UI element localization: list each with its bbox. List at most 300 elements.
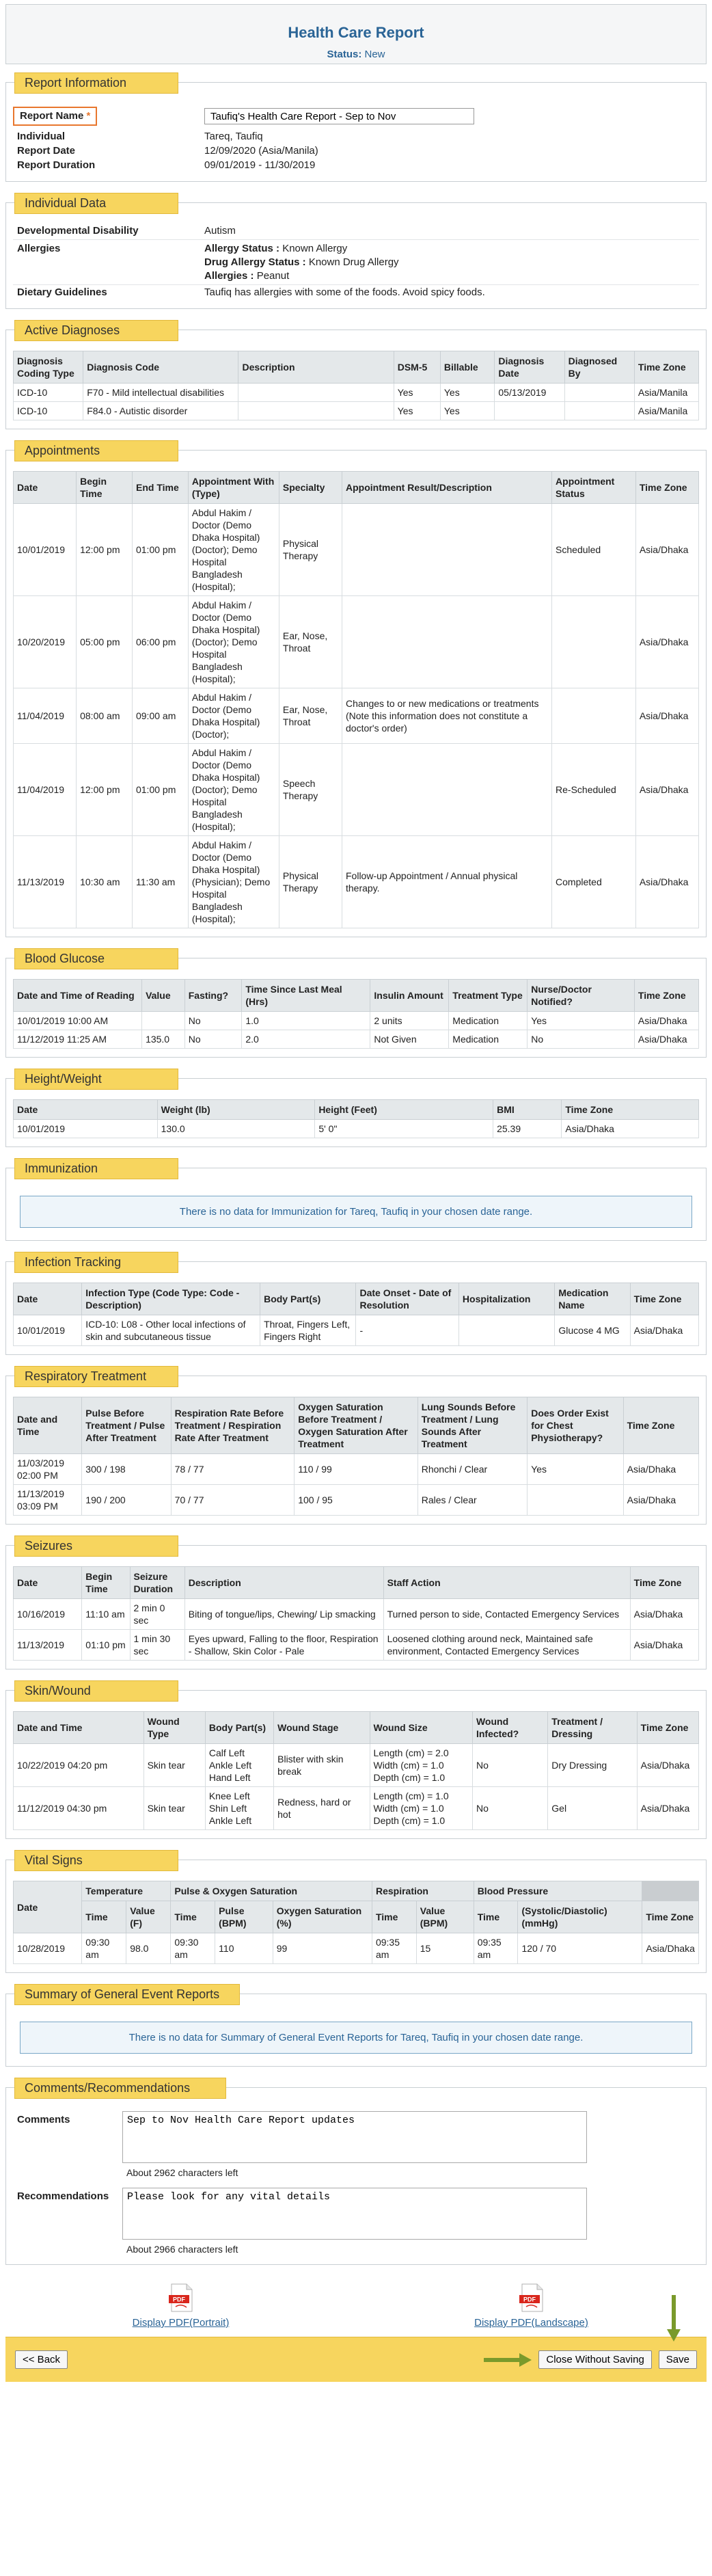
column-header: Wound Type [143, 1712, 205, 1744]
table-cell: 10/01/2019 [14, 1315, 82, 1346]
table-cell: 10/01/2019 10:00 AM [14, 1012, 142, 1030]
report-name-input[interactable] [204, 108, 474, 124]
comments-chars-left: About 2962 characters left [126, 2167, 238, 2178]
column-header: Does Order Exist for Chest Physiotherapy? [528, 1397, 623, 1454]
close-without-saving-button[interactable]: Close Without Saving [538, 2350, 651, 2369]
table-row [14, 596, 699, 688]
pdf-landscape-link[interactable] [429, 2283, 634, 2329]
column-header: Date [14, 1100, 158, 1120]
table-cell: 10/16/2019 [14, 1599, 82, 1630]
column-header: Seizure Duration [130, 1567, 184, 1599]
table-cell: Turned person to side, Contacted Emergency Services [383, 1599, 630, 1630]
table-cell: Medication [449, 1012, 528, 1030]
table-cell: 1 min 30 sec [130, 1630, 184, 1661]
table-cell: 110 [215, 1933, 273, 1964]
table-cell: ICD-10 [14, 402, 83, 420]
table-cell: Not Given [370, 1030, 449, 1049]
section-legend: Infection Tracking [14, 1252, 178, 1273]
table-cell [342, 596, 552, 688]
table-cell: 300 / 198 [82, 1454, 171, 1485]
column-header: Wound Size [370, 1712, 472, 1744]
table-row [14, 1454, 699, 1485]
column-header: Time Zone [630, 1283, 698, 1315]
table-cell [342, 504, 552, 596]
svg-text:PDF: PDF [523, 2296, 536, 2303]
column-header: Oxygen Saturation Before Treatment / Oxygen Saturation After Treatment [295, 1397, 418, 1454]
table-cell: Ear, Nose, Throat [279, 688, 342, 744]
table-cell: 130.0 [157, 1120, 315, 1138]
column-header: Begin Time [77, 472, 133, 504]
column-header: Wound Stage [274, 1712, 370, 1744]
section-legend: Respiratory Treatment [14, 1366, 178, 1387]
column-header: Body Part(s) [260, 1283, 356, 1315]
table-cell: Skin tear [143, 1744, 205, 1787]
general-events-section [5, 1987, 707, 2067]
table-row [14, 1030, 699, 1049]
table-cell: Asia/Dhaka [635, 836, 698, 928]
table-cell: Asia/Dhaka [630, 1315, 698, 1346]
table-cell: Asia/Manila [634, 402, 698, 420]
table-cell: Gel [548, 1787, 637, 1830]
table-cell: 78 / 77 [171, 1454, 295, 1485]
pdf-icon [518, 2283, 545, 2313]
column-header: Wound Infected? [472, 1712, 547, 1744]
table-cell: 09:35 am [372, 1933, 416, 1964]
comments-label: Comments [17, 2114, 70, 2125]
skin-wound-section [5, 1684, 707, 1839]
report-date-value: 12/09/2020 (Asia/Manila) [204, 145, 318, 157]
table-cell: Abdul Hakim / Doctor (Demo Dhaka Hospital) (Doctor); Demo Hospital Bangladesh (Hospital); [188, 504, 279, 596]
table-cell: Follow-up Appointment / Annual physical therapy. [342, 836, 552, 928]
respiratory-section [5, 1369, 707, 1525]
table-cell: 05/13/2019 [495, 384, 564, 402]
individual-label: Individual [17, 131, 66, 142]
table-cell [495, 402, 564, 420]
table-cell: 09:00 am [132, 688, 188, 744]
table-cell: Asia/Dhaka [635, 688, 698, 744]
table-cell: F84.0 - Autistic disorder [83, 402, 238, 420]
table-row [14, 1315, 699, 1346]
table-cell: 2 units [370, 1012, 449, 1030]
page-title: Health Care Report [288, 24, 424, 41]
table-cell: Re-Scheduled [552, 744, 636, 836]
allergies-label: Allergies [17, 243, 61, 254]
column-header: Treatment Type [449, 980, 528, 1012]
section-legend: Comments/Recommendations [14, 2078, 226, 2099]
table-cell: 01:10 pm [82, 1630, 130, 1661]
table-cell: 11/12/2019 11:25 AM [14, 1030, 142, 1049]
report-duration-value: 09/01/2019 - 11/30/2019 [204, 159, 316, 171]
back-button[interactable]: << Back [15, 2350, 68, 2369]
table-cell: Length (cm) = 1.0 Width (cm) = 1.0 Depth (cm) = 1.0 [370, 1787, 472, 1830]
table-cell: Skin tear [143, 1787, 205, 1830]
column-header: Weight (lb) [157, 1100, 315, 1120]
vitals-sub-header: Time [82, 1901, 126, 1933]
column-header: Respiration Rate Before Treatment / Respiration Rate After Treatment [171, 1397, 295, 1454]
table-cell: No [184, 1030, 242, 1049]
table-cell: No [472, 1744, 547, 1787]
pdf-portrait-label[interactable]: Display PDF(Portrait) [132, 2317, 230, 2329]
vitals-sub-header: Time Zone [642, 1901, 699, 1933]
column-header: Date Onset - Date of Resolution [356, 1283, 458, 1315]
table-cell: 11/04/2019 [14, 744, 77, 836]
table-row [14, 402, 699, 420]
table-cell: Yes [394, 402, 440, 420]
section-legend: Appointments [14, 440, 178, 461]
table-cell: Abdul Hakim / Doctor (Demo Dhaka Hospital) (Doctor); Demo Hospital Bangladesh (Hospital); [188, 744, 279, 836]
vitals-sub-header: Pulse (BPM) [215, 1901, 273, 1933]
table-row [14, 1012, 699, 1030]
table-cell: Yes [440, 384, 495, 402]
allergies-value: Allergy Status : Known Allergy Drug Allergy Status : Known Drug Allergy Allergies : Peanut [204, 243, 399, 282]
table-cell: Length (cm) = 2.0 Width (cm) = 1.0 Depth (cm) = 1.0 [370, 1744, 472, 1787]
table-cell: Asia/Dhaka [623, 1485, 698, 1516]
blood-glucose-section [5, 952, 707, 1058]
table-cell: 11/13/2019 [14, 836, 77, 928]
pdf-portrait-link[interactable] [79, 2283, 284, 2329]
seizures-table [13, 1566, 699, 1661]
comments-section [5, 2081, 707, 2265]
table-cell: 10/01/2019 [14, 504, 77, 596]
table-cell [342, 744, 552, 836]
report-information-section [5, 76, 707, 182]
table-cell: Asia/Dhaka [562, 1120, 699, 1138]
active-diagnoses-section [5, 323, 707, 429]
table-cell: Asia/Dhaka [635, 596, 698, 688]
table-cell: 11/03/2019 02:00 PM [14, 1454, 82, 1485]
vitals-header-respiration: Respiration [372, 1881, 474, 1901]
table-cell: Dry Dressing [548, 1744, 637, 1787]
table-cell [458, 1315, 554, 1346]
respiratory-table [13, 1397, 699, 1516]
footer-action-bar [5, 2337, 707, 2382]
diet-value: Taufiq has allergies with some of the foods. Avoid spicy foods. [204, 286, 485, 298]
arrow-right-icon [484, 2355, 532, 2365]
column-header: Infection Type (Code Type: Code - Description) [82, 1283, 260, 1315]
table-cell: Asia/Dhaka [630, 1599, 698, 1630]
vitals-header-blank [642, 1881, 699, 1901]
vitals-header-pulse-oxygen: Pulse & Oxygen Saturation [171, 1881, 372, 1901]
table-cell: 08:00 am [77, 688, 133, 744]
table-cell: 5' 0" [315, 1120, 493, 1138]
table-row [14, 504, 699, 596]
table-row [14, 1933, 699, 1964]
table-cell: 15 [416, 1933, 474, 1964]
table-cell: Asia/Dhaka [623, 1454, 698, 1485]
column-header: Treatment / Dressing [548, 1712, 637, 1744]
table-cell: Asia/Manila [634, 384, 698, 402]
pdf-links [5, 2283, 707, 2329]
skin-wound-table [13, 1711, 699, 1830]
status-value: New [364, 49, 385, 60]
table-cell: 10/28/2019 [14, 1933, 82, 1964]
column-header: Staff Action [383, 1567, 630, 1599]
svg-text:PDF: PDF [172, 2296, 185, 2303]
table-cell: Abdul Hakim / Doctor (Demo Dhaka Hospital) (Physician); Demo Hospital Bangladesh (Hospital); [188, 836, 279, 928]
column-header: Diagnosis Code [83, 351, 238, 384]
table-cell: 11/12/2019 04:30 pm [14, 1787, 144, 1830]
pdf-landscape-label[interactable]: Display PDF(Landscape) [474, 2317, 588, 2329]
table-cell: Throat, Fingers Left, Fingers Right [260, 1315, 356, 1346]
table-cell: Biting of tongue/lips, Chewing/ Lip smacking [184, 1599, 383, 1630]
vitals-sub-header: Time [372, 1901, 416, 1933]
table-cell: ICD-10 [14, 384, 83, 402]
table-cell: 1.0 [242, 1012, 370, 1030]
column-header: Medication Name [555, 1283, 630, 1315]
appointments-table [13, 471, 699, 928]
individual-value: Tareq, Taufiq [204, 131, 263, 142]
pdf-icon [167, 2283, 195, 2313]
table-cell: Yes [528, 1012, 635, 1030]
vitals-sub-header: Time [474, 1901, 518, 1933]
column-header: Pulse Before Treatment / Pulse After Treatment [82, 1397, 171, 1454]
table-cell [238, 384, 394, 402]
table-cell: Asia/Dhaka [634, 1030, 698, 1049]
table-cell: F70 - Mild intellectual disabilities [83, 384, 238, 402]
table-cell: Asia/Dhaka [637, 1744, 698, 1787]
diet-label: Dietary Guidelines [17, 286, 107, 298]
table-cell: 135.0 [142, 1030, 185, 1049]
vitals-header-date: Date [14, 1881, 82, 1933]
column-header: Insulin Amount [370, 980, 449, 1012]
table-cell: 01:00 pm [132, 744, 188, 836]
table-cell: 98.0 [126, 1933, 171, 1964]
section-legend: Skin/Wound [14, 1680, 178, 1702]
table-cell: 12:00 pm [77, 744, 133, 836]
arrow-down-icon [667, 2295, 681, 2343]
no-data-message: There is no data for Immunization for Tareq, Taufiq in your chosen date range. [20, 1196, 692, 1228]
table-cell: 2.0 [242, 1030, 370, 1049]
section-legend: Vital Signs [14, 1850, 178, 1871]
column-header: Time Since Last Meal (Hrs) [242, 980, 370, 1012]
height-weight-section [5, 1072, 707, 1147]
table-cell: 12:00 pm [77, 504, 133, 596]
table-cell: 11:30 am [132, 836, 188, 928]
no-data-message: There is no data for Summary of General Event Reports for Tareq, Taufiq in your chosen date range. [20, 2022, 692, 2054]
vitals-header-blood-pressure: Blood Pressure [474, 1881, 642, 1901]
table-cell: Yes [528, 1454, 623, 1485]
column-header: Billable [440, 351, 495, 384]
immunization-section [5, 1162, 707, 1241]
vitals-sub-header: Time [171, 1901, 215, 1933]
table-cell [564, 384, 634, 402]
diagnoses-table [13, 351, 699, 420]
table-cell: 06:00 pm [132, 596, 188, 688]
table-cell: 11:10 am [82, 1599, 130, 1630]
column-header: Specialty [279, 472, 342, 504]
table-cell: Eyes upward, Falling to the floor, Respiration - Shallow, Skin Color - Pale [184, 1630, 383, 1661]
vital-signs-table [13, 1881, 699, 1964]
table-cell: 11/13/2019 03:09 PM [14, 1485, 82, 1516]
section-legend: Height/Weight [14, 1069, 178, 1090]
table-cell: Abdul Hakim / Doctor (Demo Dhaka Hospital) (Doctor); Demo Hospital Bangladesh (Hospital); [188, 596, 279, 688]
table-cell [142, 1012, 185, 1030]
table-cell: Asia/Dhaka [634, 1012, 698, 1030]
column-header: Date [14, 1283, 82, 1315]
column-header: Time Zone [634, 980, 698, 1012]
table-cell: Asia/Dhaka [635, 504, 698, 596]
table-cell: 09:30 am [171, 1933, 215, 1964]
column-header: Date and Time [14, 1712, 144, 1744]
table-cell [564, 402, 634, 420]
column-header: Lung Sounds Before Treatment / Lung Sounds After Treatment [417, 1397, 527, 1454]
height-weight-table [13, 1099, 699, 1138]
section-legend: Report Information [14, 72, 178, 94]
table-cell: Ear, Nose, Throat [279, 596, 342, 688]
table-cell: Redness, hard or hot [274, 1787, 370, 1830]
table-row [14, 688, 699, 744]
section-legend: Active Diagnoses [14, 320, 178, 341]
report-name-label: Report Name * [13, 107, 97, 126]
column-header: Height (Feet) [315, 1100, 493, 1120]
table-cell: Yes [440, 402, 495, 420]
report-header [5, 4, 707, 64]
column-header: DSM-5 [394, 351, 440, 384]
table-cell: 11/04/2019 [14, 688, 77, 744]
vitals-sub-header: Oxygen Saturation (%) [273, 1901, 372, 1933]
table-cell [552, 596, 636, 688]
column-header: Date and Time of Reading [14, 980, 142, 1012]
table-cell: Physical Therapy [279, 836, 342, 928]
table-cell: - [356, 1315, 458, 1346]
section-legend: Summary of General Event Reports [14, 1984, 240, 2005]
column-header: Diagnosis Date [495, 351, 564, 384]
recommendations-textarea[interactable] [122, 2188, 587, 2240]
column-header: Begin Time [82, 1567, 130, 1599]
table-cell [528, 1485, 623, 1516]
table-cell: Knee Left Shin Left Ankle Left [205, 1787, 273, 1830]
vital-signs-section [5, 1853, 707, 1973]
section-legend: Blood Glucose [14, 948, 178, 969]
table-cell: Medication [449, 1030, 528, 1049]
table-cell: Physical Therapy [279, 504, 342, 596]
status-line [6, 49, 706, 60]
table-cell [238, 402, 394, 420]
table-cell [552, 688, 636, 744]
table-cell: 70 / 77 [171, 1485, 295, 1516]
column-header: Nurse/Doctor Notified? [528, 980, 635, 1012]
column-header: Date [14, 472, 77, 504]
save-button[interactable]: Save [659, 2350, 697, 2369]
section-legend: Seizures [14, 1535, 178, 1557]
table-cell: 01:00 pm [132, 504, 188, 596]
table-cell: Asia/Dhaka [637, 1787, 698, 1830]
dd-value: Autism [204, 225, 236, 237]
column-header: Date [14, 1567, 82, 1599]
seizures-section [5, 1539, 707, 1669]
column-header: Time Zone [635, 472, 698, 504]
table-cell: 10/01/2019 [14, 1120, 158, 1138]
table-cell: 190 / 200 [82, 1485, 171, 1516]
column-header: Fasting? [184, 980, 242, 1012]
table-cell: 120 / 70 [518, 1933, 642, 1964]
table-row [14, 384, 699, 402]
table-cell: Yes [394, 384, 440, 402]
table-cell: 10/20/2019 [14, 596, 77, 688]
infection-tracking-section [5, 1255, 707, 1355]
dd-label: Developmental Disability [17, 225, 139, 237]
recommendations-chars-left: About 2966 characters left [126, 2244, 238, 2255]
table-cell: 09:30 am [82, 1933, 126, 1964]
table-cell: 2 min 0 sec [130, 1599, 184, 1630]
individual-data-section [5, 196, 707, 309]
table-cell: Asia/Dhaka [642, 1933, 699, 1964]
column-header: Time Zone [623, 1397, 698, 1454]
column-header: BMI [493, 1100, 562, 1120]
report-date-label: Report Date [17, 145, 76, 157]
table-row [14, 1744, 699, 1787]
column-header: Appointment Result/Description [342, 472, 552, 504]
table-cell: No [528, 1030, 635, 1049]
table-row [14, 836, 699, 928]
table-cell: Completed [552, 836, 636, 928]
table-cell: 09:35 am [474, 1933, 518, 1964]
section-legend: Immunization [14, 1158, 178, 1179]
table-cell: Glucose 4 MG [555, 1315, 630, 1346]
table-cell: 10/22/2019 04:20 pm [14, 1744, 144, 1787]
table-cell: Speech Therapy [279, 744, 342, 836]
column-header: Value [142, 980, 185, 1012]
column-header: Body Part(s) [205, 1712, 273, 1744]
column-header: Time Zone [562, 1100, 699, 1120]
table-cell: No [184, 1012, 242, 1030]
table-cell: 110 / 99 [295, 1454, 418, 1485]
column-header: Diagnosed By [564, 351, 634, 384]
table-cell: Calf Left Ankle Left Hand Left [205, 1744, 273, 1787]
column-header: Description [184, 1567, 383, 1599]
table-cell: Abdul Hakim / Doctor (Demo Dhaka Hospital) (Doctor); [188, 688, 279, 744]
table-cell: Loosened clothing around neck, Maintained safe environment, Contacted Emergency Services [383, 1630, 630, 1661]
table-cell: Asia/Dhaka [635, 744, 698, 836]
vitals-sub-header: Value (F) [126, 1901, 171, 1933]
column-header: Appointment With (Type) [188, 472, 279, 504]
column-header: Time Zone [637, 1712, 698, 1744]
table-cell: Rhonchi / Clear [417, 1454, 527, 1485]
vitals-sub-header: (Systolic/Diastolic) (mmHg) [518, 1901, 642, 1933]
table-row [14, 744, 699, 836]
table-cell: 25.39 [493, 1120, 562, 1138]
table-row [14, 1599, 699, 1630]
column-header: Date and Time [14, 1397, 82, 1454]
blood-glucose-table [13, 979, 699, 1049]
table-cell: 100 / 95 [295, 1485, 418, 1516]
table-cell: No [472, 1787, 547, 1830]
table-cell: Blister with skin break [274, 1744, 370, 1787]
column-header: Description [238, 351, 394, 384]
vitals-header-temperature: Temperature [82, 1881, 171, 1901]
table-cell: ICD-10: L08 - Other local infections of skin and subcutaneous tissue [82, 1315, 260, 1346]
table-cell: 10:30 am [77, 836, 133, 928]
appointments-section [5, 444, 707, 937]
table-row [14, 1630, 699, 1661]
infection-table [13, 1283, 699, 1346]
status-label: Status: [327, 49, 362, 60]
table-cell: Changes to or new medications or treatments (Note this information does not constitute a doctor's order) [342, 688, 552, 744]
comments-textarea[interactable] [122, 2111, 587, 2163]
section-legend: Individual Data [14, 193, 178, 214]
column-header: Appointment Status [552, 472, 636, 504]
column-header: Diagnosis Coding Type [14, 351, 83, 384]
column-header: Hospitalization [458, 1283, 554, 1315]
table-cell: Scheduled [552, 504, 636, 596]
table-cell: 05:00 pm [77, 596, 133, 688]
column-header: End Time [132, 472, 188, 504]
table-row [14, 1485, 699, 1516]
table-row [14, 1787, 699, 1830]
column-header: Time Zone [634, 351, 698, 384]
table-row [14, 1120, 699, 1138]
report-duration-label: Report Duration [17, 159, 96, 171]
